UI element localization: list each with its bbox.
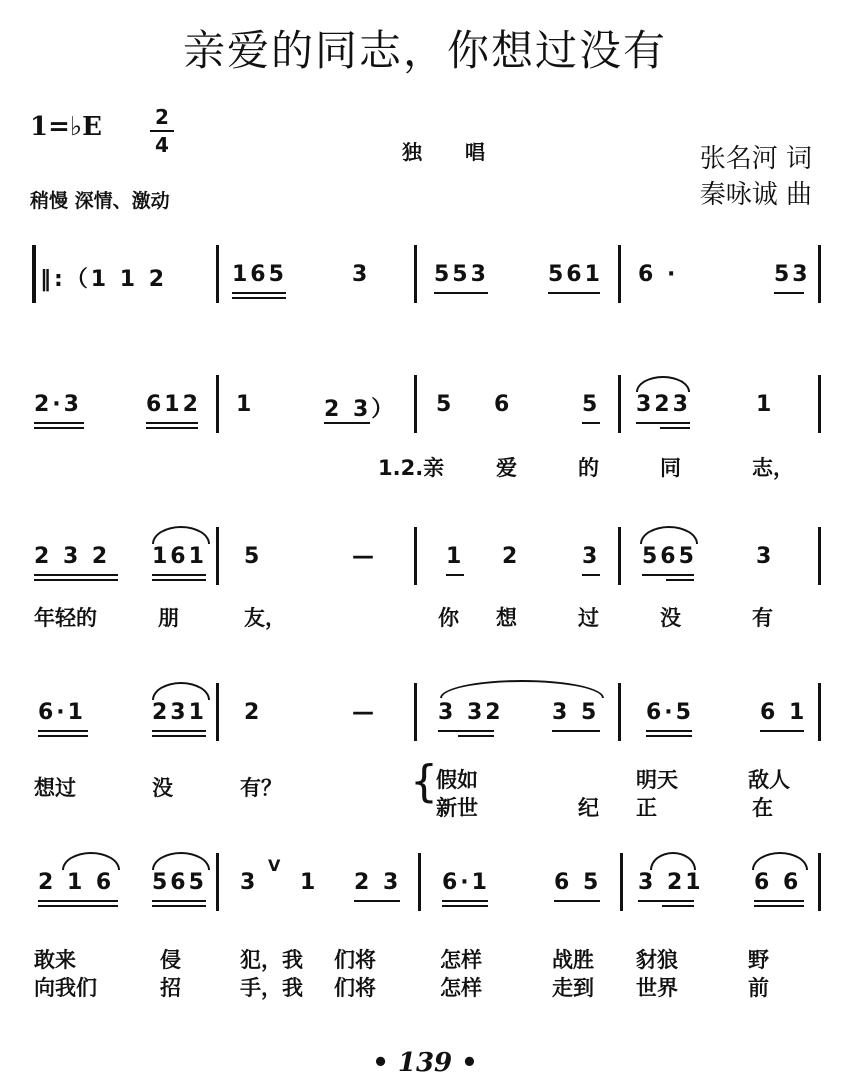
note-group: ‖:（1 1 2 <box>40 267 168 292</box>
key-signature: 1=♭E <box>30 112 102 142</box>
lyric: 有？ <box>240 776 282 800</box>
note-group: 6 1 <box>760 700 808 725</box>
lyric: 志， <box>752 456 794 480</box>
lyric: 友， <box>244 606 286 630</box>
note-group: 561 <box>548 262 603 287</box>
lyric: 明天 <box>636 768 678 792</box>
lyric: 们将 <box>334 948 376 972</box>
note-group: 6 6 <box>754 870 802 895</box>
lyric: 怎样 <box>440 948 482 972</box>
tempo-marking: 稍慢 深情、激动 <box>30 190 170 212</box>
bar-line <box>216 683 219 741</box>
bar-line <box>818 683 821 741</box>
bar-line <box>216 245 219 303</box>
beam-line <box>438 730 494 732</box>
lyric: 战胜 <box>552 948 594 972</box>
lyric: 没 <box>660 606 681 630</box>
note-group: 165 <box>232 262 287 287</box>
beam-line <box>152 905 206 907</box>
note-group: 2 3） <box>324 397 397 422</box>
note-group: 3 5 <box>552 700 600 725</box>
beam-line <box>754 905 804 907</box>
bar-line <box>216 853 219 911</box>
note-group: 6 · <box>638 262 679 287</box>
breath-mark: V <box>268 856 284 875</box>
slur-mark <box>440 680 604 698</box>
beam-line <box>636 422 690 424</box>
bar-line <box>818 375 821 433</box>
lyric: 想 <box>496 606 517 630</box>
note-group: 2 3 <box>354 870 402 895</box>
bar-line <box>620 853 623 911</box>
lyric: 前 <box>748 976 769 1000</box>
beam-line <box>232 297 286 299</box>
slur-mark <box>636 376 690 392</box>
beam-line <box>38 730 88 732</box>
lyric: 豺狼 <box>636 948 678 972</box>
note-group: 231 <box>152 700 207 725</box>
lyric: 在 <box>752 796 773 820</box>
beam-line <box>582 422 600 424</box>
note-group: 161 <box>152 544 207 569</box>
lyric: 们将 <box>334 976 376 1000</box>
slur-mark <box>650 852 696 870</box>
note-group: — <box>352 544 377 569</box>
note-group: 53 <box>774 262 811 287</box>
beam-line <box>582 574 600 576</box>
verse-brace: { <box>410 756 438 807</box>
note-group: 6 5 <box>554 870 602 895</box>
beam-line <box>552 730 600 732</box>
note-group: 565 <box>642 544 697 569</box>
beam-line <box>152 900 206 902</box>
slur-mark <box>640 526 698 544</box>
lyric: 同 <box>660 456 681 480</box>
lyric: 1.2.亲 <box>378 456 445 480</box>
lyric: 侵 <box>160 948 181 972</box>
beam-line <box>660 427 690 429</box>
note-group: 565 <box>152 870 207 895</box>
note-group: 2 1 6 <box>38 870 115 895</box>
beam-line <box>642 574 694 576</box>
note-group: 6 <box>494 392 513 417</box>
page-title: 亲爱的同志，你想过没有 <box>182 26 667 75</box>
beam-line <box>152 730 206 732</box>
note-group: 323 <box>636 392 691 417</box>
bar-line <box>216 375 219 433</box>
lyric: 纪 <box>578 796 599 820</box>
bar-line <box>618 683 621 741</box>
beam-line <box>548 292 600 294</box>
lyric: 过 <box>578 606 599 630</box>
note-group: 3 21 <box>638 870 704 895</box>
beam-line <box>774 292 804 294</box>
beam-line <box>34 422 84 424</box>
beam-line <box>662 905 694 907</box>
lyric: 假如 <box>436 768 478 792</box>
note-group: 1 <box>756 392 775 417</box>
bar-line <box>414 527 417 585</box>
bar-line <box>818 527 821 585</box>
beam-line <box>666 579 694 581</box>
note-group: 5 <box>436 392 455 417</box>
beam-line <box>458 735 494 737</box>
bar-line <box>818 245 821 303</box>
lyric: 你 <box>438 606 459 630</box>
slur-mark <box>62 852 120 870</box>
beam-line <box>442 905 488 907</box>
note-group: 2·3 <box>34 392 82 417</box>
beam-line <box>434 292 488 294</box>
lyric: 向我们 <box>34 976 97 1000</box>
note-group: 3 <box>582 544 601 569</box>
beam-line <box>38 900 118 902</box>
note-group: 3 <box>756 544 775 569</box>
lyric: 想过 <box>34 776 76 800</box>
note-group: 1 <box>446 544 465 569</box>
beam-line <box>354 900 400 902</box>
note-group: 6·5 <box>646 700 694 725</box>
beam-line <box>38 905 118 907</box>
beam-line <box>152 579 206 581</box>
beam-line <box>754 900 804 902</box>
note-group: 6·1 <box>38 700 86 725</box>
time-signature-top: 2 <box>155 105 169 129</box>
beam-line <box>646 735 692 737</box>
beam-line <box>442 900 488 902</box>
lyric: 新世 <box>436 796 478 820</box>
bar-line <box>216 527 219 585</box>
lyric: 没 <box>152 776 173 800</box>
performance-type: 独 唱 <box>402 140 503 164</box>
beam-line <box>34 579 118 581</box>
note-group: 3 32 <box>438 700 504 725</box>
note-group: 2 <box>244 700 263 725</box>
composer-credit: 秦咏诚 曲 <box>699 180 812 210</box>
slur-mark <box>752 852 808 870</box>
note-group: 612 <box>146 392 201 417</box>
lyric: 手，我 <box>240 976 303 1000</box>
beam-line <box>554 900 600 902</box>
lyric: 的 <box>578 456 599 480</box>
bar-line <box>414 375 417 433</box>
time-signature <box>150 104 174 158</box>
note-group: 553 <box>434 262 489 287</box>
slur-mark <box>152 852 210 870</box>
beam-line <box>152 735 206 737</box>
repeat-start-bar <box>32 245 36 303</box>
beam-line <box>324 422 370 424</box>
beam-line <box>34 574 118 576</box>
slur-mark <box>152 682 210 700</box>
bar-line <box>414 683 417 741</box>
beam-line <box>446 574 464 576</box>
note-group: 5 <box>244 544 263 569</box>
note-group: 2 <box>502 544 521 569</box>
lyric: 怎样 <box>440 976 482 1000</box>
note-group: 3 <box>352 262 371 287</box>
page-number: • 139 • <box>372 1048 478 1078</box>
beam-line <box>146 427 198 429</box>
bar-line <box>618 375 621 433</box>
lyric: 朋 <box>158 606 179 630</box>
lyric: 年轻的 <box>34 606 97 630</box>
beam-line <box>34 427 84 429</box>
lyric: 敢来 <box>34 948 76 972</box>
lyric: 世界 <box>636 976 678 1000</box>
note-group: — <box>352 700 377 725</box>
beam-line <box>646 730 692 732</box>
lyric: 犯，我 <box>240 948 303 972</box>
lyric: 招 <box>160 976 181 1000</box>
beam-line <box>760 730 804 732</box>
note-group: 1 <box>300 870 319 895</box>
bar-line <box>818 853 821 911</box>
bar-line <box>618 245 621 303</box>
beam-line <box>638 900 694 902</box>
beam-line <box>232 292 286 294</box>
lyric: 野 <box>748 948 769 972</box>
lyric: 正 <box>636 796 657 820</box>
beam-line <box>146 422 198 424</box>
beam-line <box>38 735 88 737</box>
beam-line <box>152 574 206 576</box>
note-group: 1 <box>236 392 255 417</box>
lyric: 走到 <box>552 976 594 1000</box>
note-group: 3 <box>240 870 259 895</box>
lyricist-credit: 张名河 词 <box>699 144 812 174</box>
bar-line <box>618 527 621 585</box>
note-group: 5 <box>582 392 601 417</box>
bar-line <box>418 853 421 911</box>
lyric: 爱 <box>496 456 517 480</box>
lyric: 敌人 <box>748 768 790 792</box>
lyric: 有 <box>752 606 773 630</box>
note-group: 6·1 <box>442 870 490 895</box>
bar-line <box>414 245 417 303</box>
time-signature-bottom: 4 <box>150 130 174 158</box>
note-group: 2 3 2 <box>34 544 111 569</box>
slur-mark <box>152 526 210 544</box>
